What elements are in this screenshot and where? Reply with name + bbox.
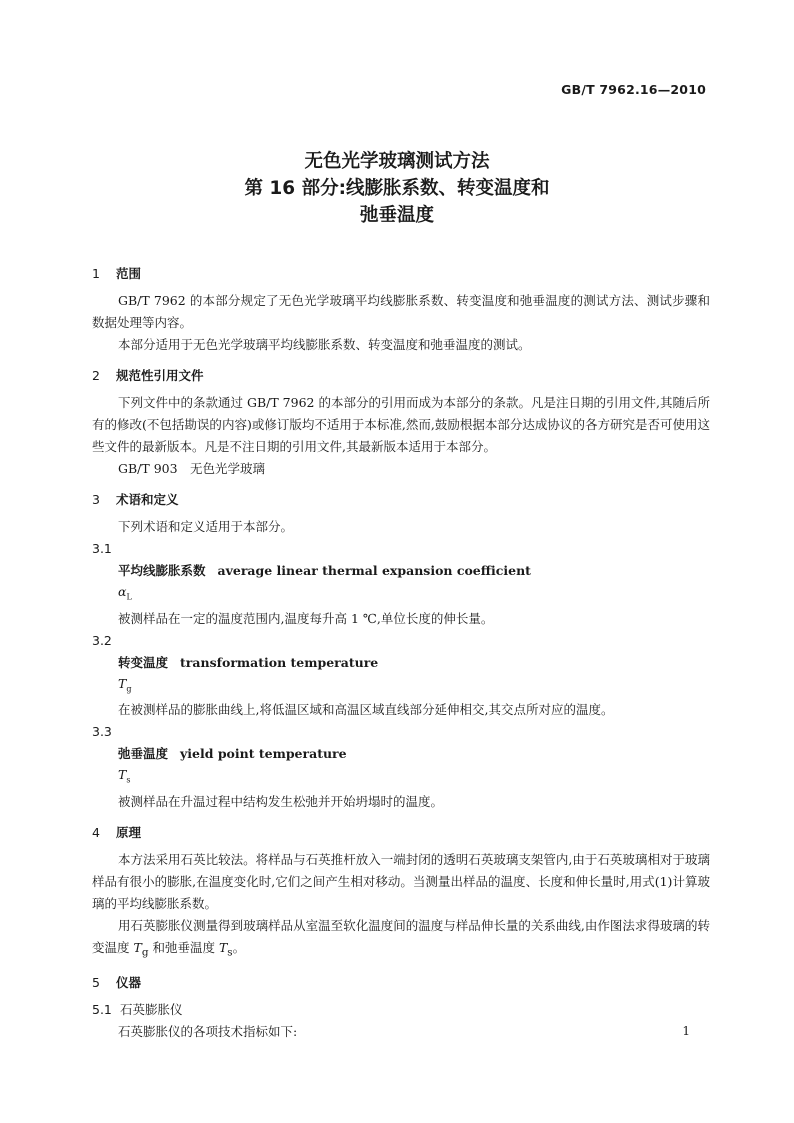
term-3-3-name: 弛垂温度 yield point temperature (118, 746, 347, 761)
term-3-1-id: 3.1 (92, 541, 112, 556)
title-line-3: 弛垂温度 (359, 205, 434, 226)
section-4-paragraph-2: 用石英膨胀仪测量得到玻璃样品从室温至软化温度间的温度与样品伸长量的关系曲线,由作图法求得玻璃的转变温度 $T_g$ 和弛垂温度 $T_s$。 (92, 917, 710, 958)
term-3-2-symbol: $T_g$ (118, 675, 132, 693)
section-2-heading: 2 规范性引用文件 (92, 368, 204, 383)
section-4-paragraph-1: 本方法采用石英比较法。将样品与石英推杆放入一端封闭的透明石英玻璃支架管内,由于石英玻璃相对于玻璃样品有很小的膨胀,在温度变化时,它们之间产生相对移动。当测量出样品的温度、长度和伸长量时,用式(1)计算玻璃的平均线膨胀系数。 (92, 851, 710, 911)
section-4-heading: 4 原理 (92, 824, 142, 840)
term-3-2-definition: 在被测样品的膨胀曲线上,将低温区域和高温区域直线部分延伸相交,其交点所对应的温度。 (118, 702, 614, 717)
term-3-1-name: 平均线膨胀系数 average linear thermal expansion coefficient (118, 563, 531, 578)
document-body (92, 264, 710, 1043)
section-2-paragraph-1: 下列文件中的条款通过 GB/T 7962 的本部分的引用而成为本部分的条款。凡是注日期的引用文件,其随后所有的修改(不包括勘误的内容)或修订版均不适用于本标准,然而,鼓励根据本部分达成协议的各方研究是否可使用这些文件的最新版本。凡是不注日期的引用文件,其最新版本适用于本部分。 (92, 395, 710, 454)
term-3-2-name: 转变温度 transformation temperature (118, 654, 379, 670)
standard-code: GB/T 7962.16—2010 (561, 82, 706, 97)
term-3-3-id: 3.3 (92, 724, 112, 739)
section-3-intro: 下列术语和定义适用于本部分。 (118, 519, 294, 534)
page-number: 1 (682, 1024, 690, 1038)
section-3-heading: 3 术语和定义 (92, 492, 179, 507)
subsection-5-1-heading: 5.1 石英膨胀仪 (92, 1002, 183, 1017)
term-3-1-definition: 被测样品在一定的温度范围内,温度每升高 1 ℃,单位长度的伸长量。 (118, 610, 494, 626)
section-1-paragraph-1: GB/T 7962 的本部分规定了无色光学玻璃平均线膨胀系数、转变温度和弛垂温度的测试方法、测试步骤和数据处理等内容。 (92, 293, 710, 330)
section-1-paragraph-2: 本部分适用于无色光学玻璃平均线膨胀系数、转变温度和弛垂温度的测试。 (118, 337, 531, 352)
term-3-3-symbol: $T_s$ (118, 767, 131, 785)
title-line-1: 无色光学玻璃测试方法 (304, 151, 490, 172)
section-2-reference: GB/T 903 无色光学玻璃 (118, 461, 266, 476)
section-5-heading: 5 仪器 (92, 975, 142, 990)
section-1-heading: 1 范围 (92, 266, 142, 281)
term-3-2-id: 3.2 (92, 632, 112, 648)
title-line-2: 第 16 部分:线膨胀系数、转变温度和 (244, 178, 550, 199)
document-title (0, 148, 794, 229)
section-5-paragraph-1: 石英膨胀仪的各项技术指标如下: (118, 1024, 298, 1039)
term-3-1-symbol: $\alpha_L$ (118, 584, 132, 602)
term-3-3-definition: 被测样品在升温过程中结构发生松弛并开始坍塌时的温度。 (118, 793, 444, 809)
